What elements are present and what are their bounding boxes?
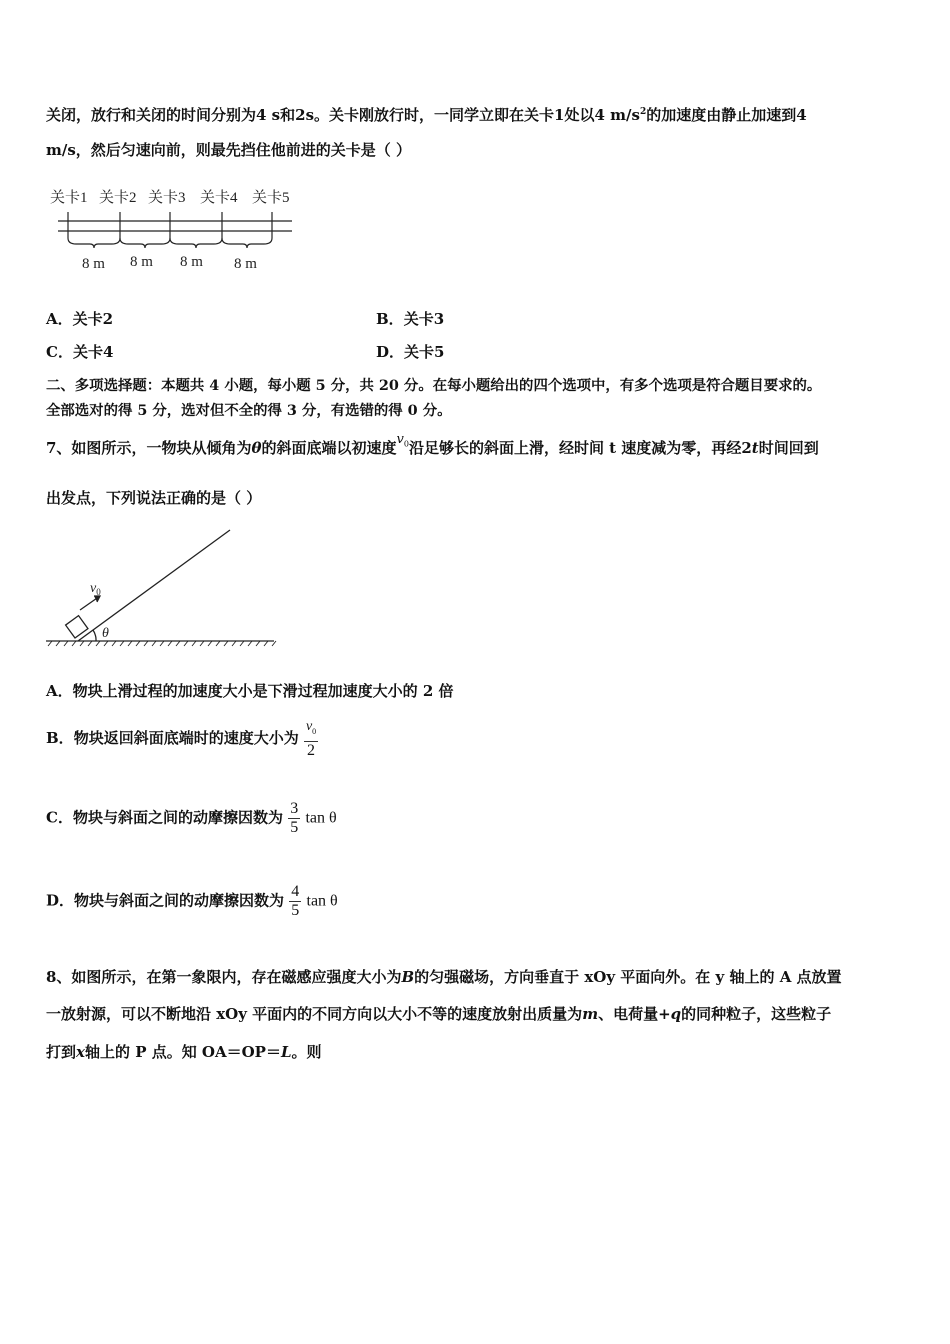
- gate-label: 关卡1: [50, 190, 88, 206]
- section2-heading-line-2: 全部选对的得 5 分，选对但不全的得 3 分，有选错的得 0 分。: [46, 402, 452, 419]
- fraction-3-over-5: $\frac{3}{5}$: [290, 800, 299, 836]
- distance-brace: [120, 238, 170, 248]
- fraction-4-over-5: $\frac{4}{5}$: [291, 883, 300, 919]
- v0-symbol: $v_0$: [396, 432, 409, 449]
- q6-stem-line-2: m/s，然后匀速向前，则最先挡住他前进的关卡是（ ）: [46, 141, 412, 159]
- q8-stem-line-3: 打到x轴上的 P 点。知 OA＝OP＝L。则: [46, 1043, 322, 1061]
- distance-label: 8 m: [234, 256, 257, 272]
- angle-arc: [93, 630, 96, 641]
- gate-label: 关卡5: [252, 190, 290, 206]
- q6-option-b[interactable]: B．关卡3: [376, 310, 445, 328]
- q7-option-b[interactable]: B．物块返回斜面底端时的速度大小为 $\frac{v_0}{2}$: [46, 719, 317, 759]
- gate-label: 关卡4: [200, 190, 238, 206]
- gate-label: 关卡2: [99, 190, 137, 206]
- q6-option-a[interactable]: A．关卡2: [46, 310, 114, 328]
- distance-brace: [170, 238, 222, 248]
- ground-hatching: [48, 641, 276, 646]
- incline-surface: [78, 530, 230, 641]
- q7-stem-line-2: 出发点，下列说法正确的是（ ）: [46, 489, 262, 507]
- gate-label: 关卡3: [148, 190, 186, 206]
- section2-heading-line-1: 二、多项选择题：本题共 4 小题，每小题 5 分，共 20 分。在每小题给出的四个选项中，有多个选项是符合题目要求的。: [46, 377, 822, 394]
- distance-label: 8 m: [180, 254, 203, 270]
- distance-brace: [68, 238, 120, 248]
- q7-stem-line-1: 7、如图所示，一物块从倾角为θ的斜面底端以初速度$v_0$沿足够长的斜面上滑，经时间 t 速度减为零，再经2t时间回到: [46, 432, 819, 457]
- q6-stem-line-1: 关闭，放行和关闭的时间分别为4 s和2s。关卡刚放行时，一同学立即在关卡1处以4 $m/s^2$的加速度由静止加速到4: [46, 106, 807, 124]
- distance-label: 8 m: [130, 254, 153, 270]
- v0-label: $v_0$: [90, 581, 101, 597]
- q8-stem-line-1: 8、如图所示，在第一象限内，存在磁感应强度大小为B的匀强磁场，方向垂直于 xOy 平面向外。在 y 轴上的 A 点放置: [46, 968, 842, 986]
- q7-incline-figure: [44, 524, 280, 652]
- theta-label: θ: [102, 626, 109, 641]
- distance-label: 8 m: [82, 256, 105, 272]
- q6-option-c[interactable]: C．关卡4: [46, 343, 114, 361]
- q7-option-d[interactable]: D．物块与斜面之间的动摩擦因数为 $\frac{4}{5}$ tan θ: [46, 883, 338, 919]
- q6-option-d[interactable]: D．关卡5: [376, 343, 445, 361]
- block: [66, 616, 88, 638]
- distance-brace: [222, 238, 272, 248]
- q8-stem-line-2: 一放射源，可以不断地沿 xOy 平面内的不同方向以大小不等的速度放射出质量为m、电荷量+q的同种粒子，这些粒子: [46, 1005, 832, 1023]
- q7-option-c[interactable]: C．物块与斜面之间的动摩擦因数为 $\frac{3}{5}$ tan θ: [46, 800, 337, 836]
- fraction-v0-over-2: $\frac{v_0}{2}$: [305, 719, 317, 759]
- q6-gates-figure: [46, 180, 306, 275]
- q7-option-a[interactable]: A．物块上滑过程的加速度大小是下滑过程加速度大小的 2 倍: [46, 682, 454, 700]
